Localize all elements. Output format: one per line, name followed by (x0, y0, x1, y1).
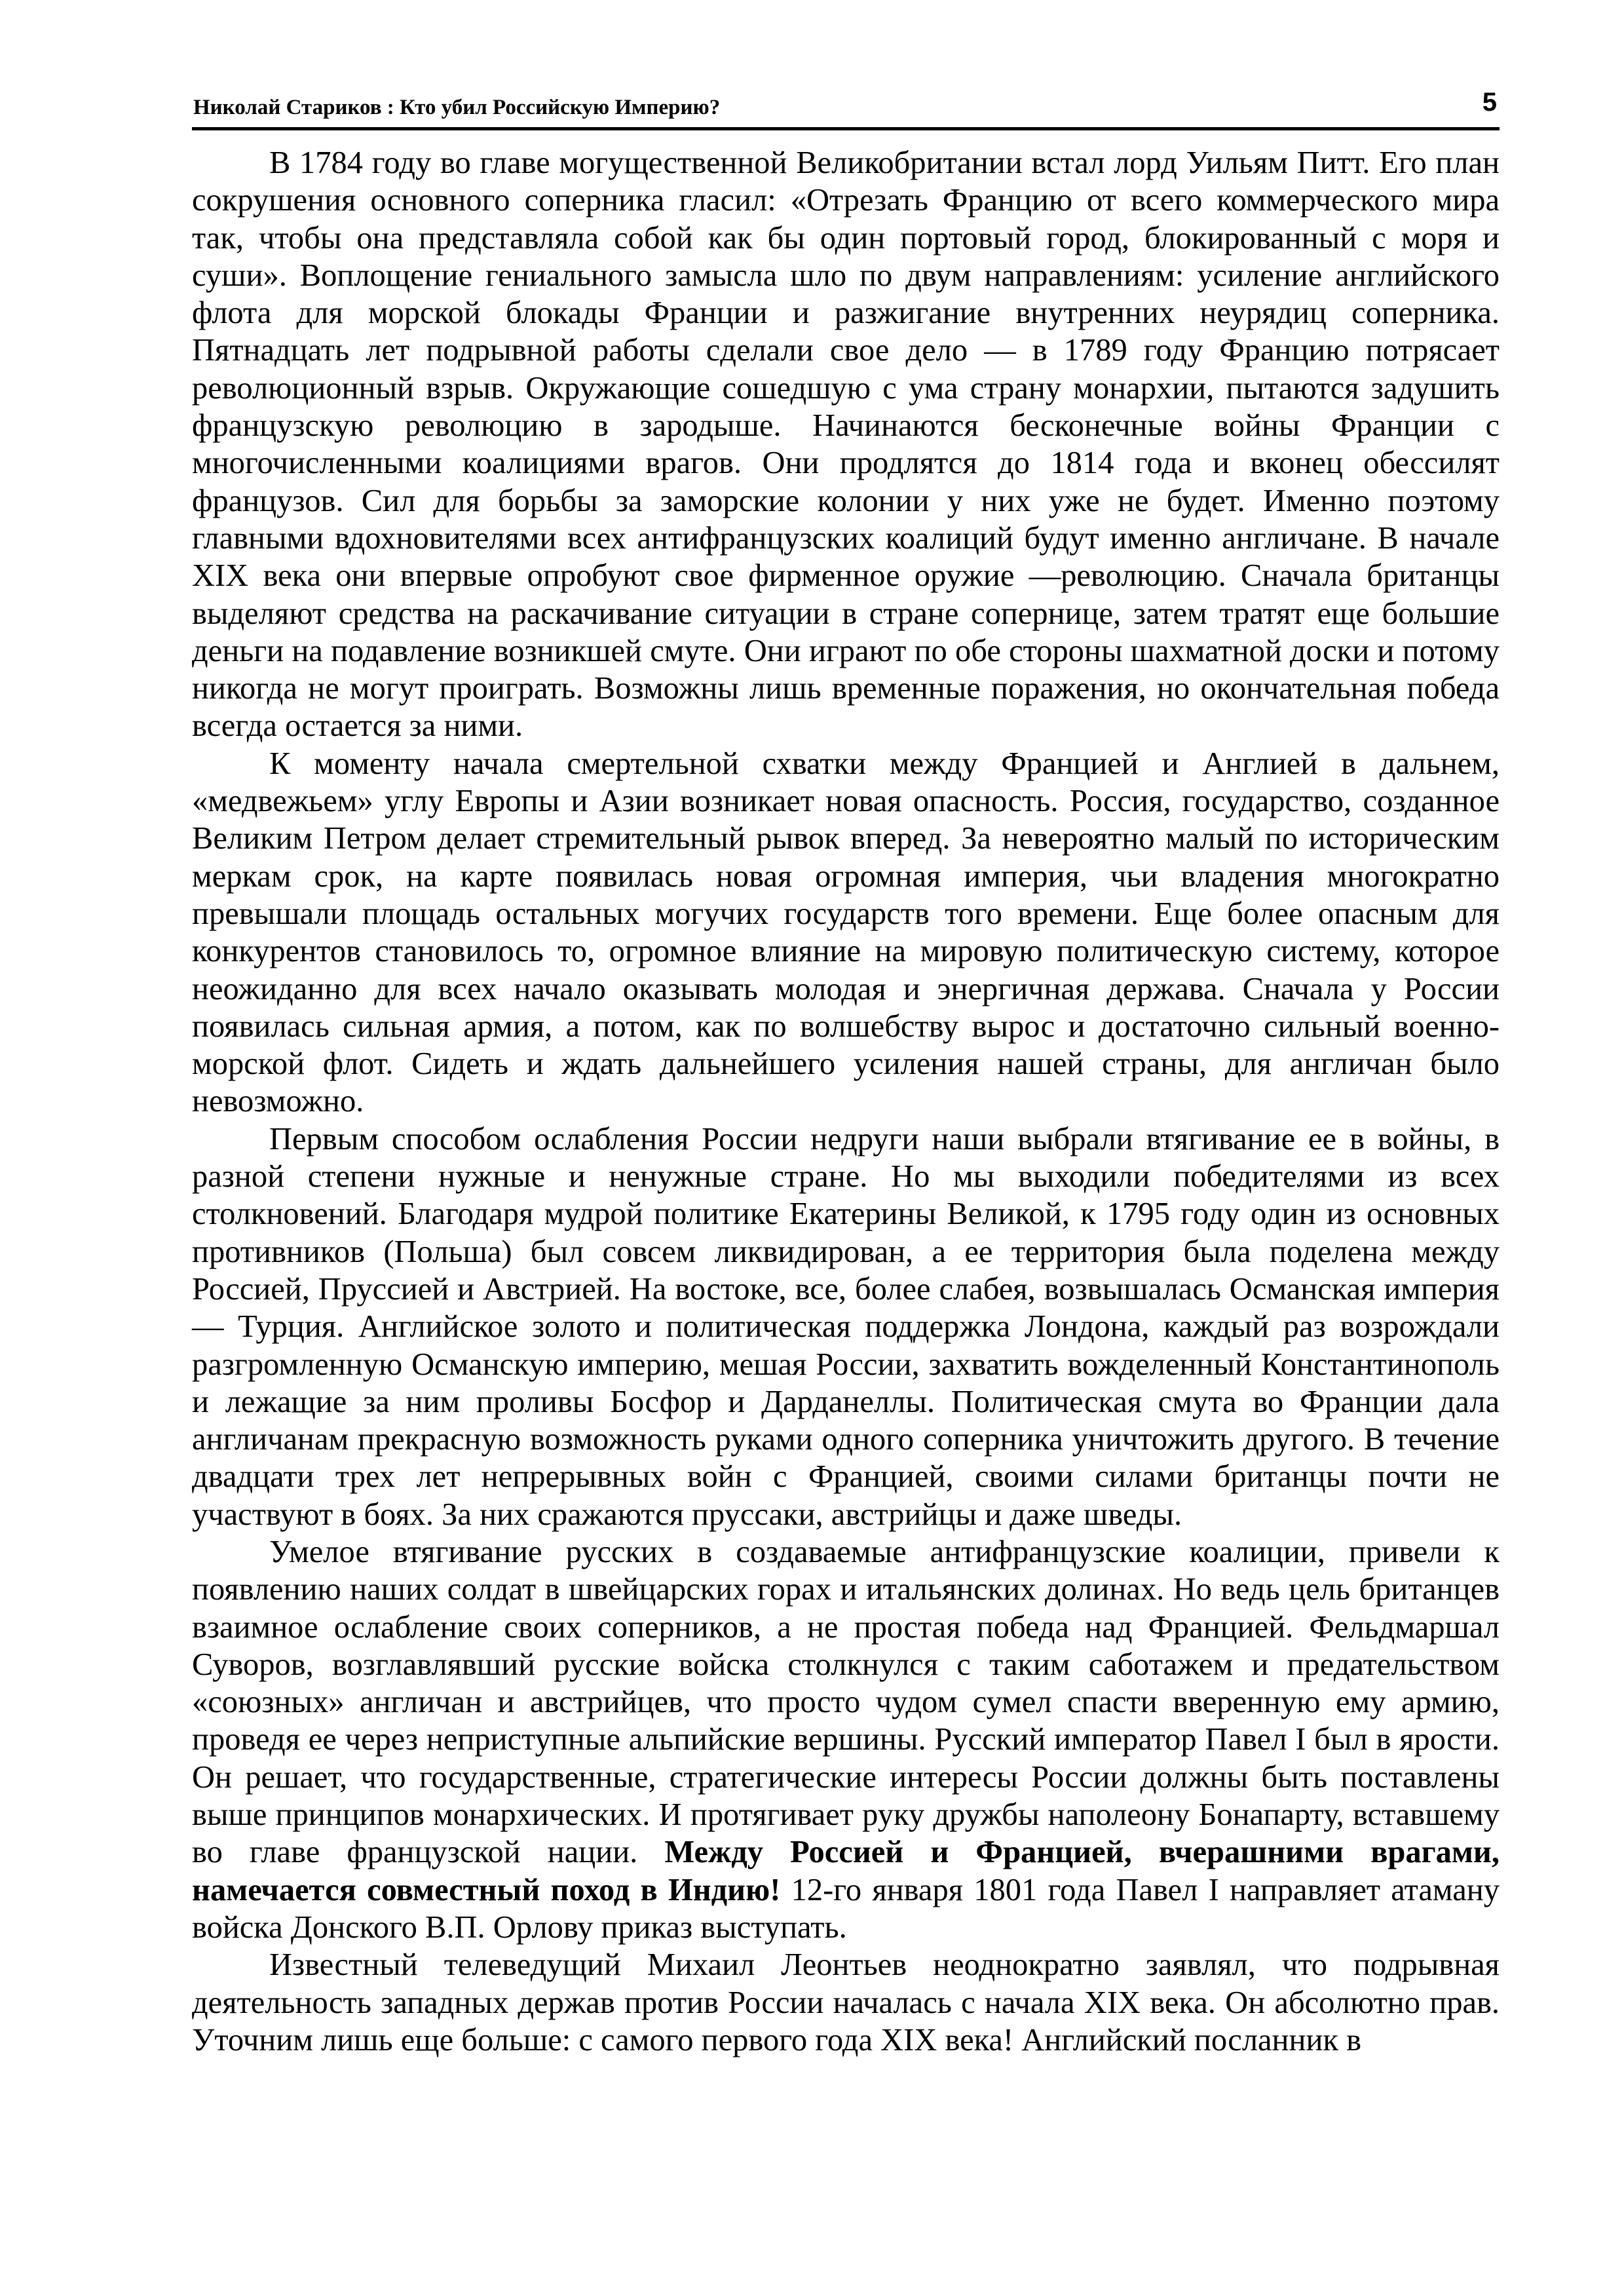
page-header (192, 88, 1500, 130)
paragraph-2: К моменту начала смертельной схватки между Францией и Англией в дальнем, «медвежьем» углу Европы и Азии возникает новая опасность. Россия, государство, созданное Великим Петром делает стремительный рывок вперед. За невероятно малый по историческим меркам срок, на карте появилась новая огромная империя, чьи владения многократно превышали площадь остальных могучих государств того времени. Еще более опасным для конкурентов становилось то, огромное влияние на мировую политическую систему, которое неожиданно для всех начало оказывать молодая и энергичная держава. Сначала у России появилась сильная армия, а потом, как по волшебству вырос и достаточно сильный военно-морской флот. Сидеть и ждать дальнейшего усиления нашей страны, для англичан было невозможно. (192, 746, 1500, 1119)
body-text (192, 144, 1500, 2059)
paragraph-5: Известный телеведущий Михаил Леонтьев неоднократно заявлял, что подрывная деятельность западных держав против России началась с начала XIX века. Он абсолютно прав. Уточним лишь еще больше: с самого первого года XIX века! Английский посланник в (192, 1947, 1500, 2057)
paragraph-4-text-end: 12-го января 1801 года Павел I направляет атаману войска Донского В.П. Орлову приказ выступать. (192, 1872, 1500, 1945)
running-title: Николай Стариков : Кто убил Российскую Империю? (193, 96, 721, 119)
page-number: 5 (1482, 88, 1497, 117)
paragraph-4 (192, 1533, 1500, 1946)
paragraph-3: Первым способом ослабления России недруги наши выбрали втягивание ее в войны, в разной степени нужные и ненужные стране. Но мы выходили победителями из всех столкновений. Благодаря мудрой политике Екатерины Великой, к 1795 году один из основных противников (Польша) был совсем ликвидирован, а ее территория была поделена между Россией, Пруссией и Австрией. На востоке, все, более слабея, возвышалась Османская империя — Турция. Английское золото и политическая поддержка Лондона, каждый раз возрождали разгромленную Османскую империю, мешая России, захватить вожделенный Константинополь и лежащие за ним проливы Босфор и Дарданеллы. Политическая смута во Франции дала англичанам прекрасную возможность руками одного соперника уничтожить другого. В течение двадцати трех лет непрерывных войн с Францией, своими силами британцы почти не участвуют в боях. За них сражаются пруссаки, австрийцы и даже шведы. (192, 1121, 1500, 1532)
paragraph-1: В 1784 году во главе могущественной Великобритании встал лорд Уильям Питт. Его план сокрушения основного соперника гласил: «Отрезать Францию от всего коммерческого мира так, чтобы она представляла собой как бы один портовый город, блокированный с моря и суши». Воплощение гениального замысла шло по двум направлениям: усиление английского флота для морской блокады Франции и разжигание внутренних неурядиц соперника. Пятнадцать лет подрывной работы сделали свое дело — в 1789 году Францию потрясает революционный взрыв. Окружающие сошедшую с ума страну монархии, пытаются задушить французскую революцию в зародыше. Начинаются бесконечные войны Франции с многочисленными коалициями врагов. Они продлятся до 1814 года и вконец обессилят французов. Сил для борьбы за заморские колонии у них уже не будет. Именно поэтому главными вдохновителями всех антифранцузских коалиций будут именно англичане. В начале XIX века они впервые опробуют свое фирменное оружие —революцию. Сначала британцы выделяют средства на раскачивание ситуации в стране сопернице, затем тратят еще большие деньги на подавление возникшей смуте. Они играют по обе стороны шахматной доски и потому никогда не могут проиграть. Возможны лишь временные поражения, но окончательная победа всегда остается за ними. (192, 145, 1500, 744)
paragraph-4-bold-text: Между Россией и Францией, вчерашними врагами, намечается совместный поход в Индию! (192, 1835, 1500, 1907)
paragraph-4-text: Умелое втягивание русских в создаваемые антифранцузские коалиции, привели к появлению наших солдат в швейцарских горах и итальянских долинах. Но ведь цель британцев взаимное ослабление своих соперников, а не простая победа над Францией. Фельдмаршал Суворов, возглавлявший русские войска столкнулся с таким саботажем и предательством «союзных» англичан и австрийцев, что просто чудом сумел спасти вверенную ему армию, проведя ее через неприступные альпийские вершины. Русский император Павел I был в ярости. Он решает, что государственные, стратегические интересы России должны быть поставлены выше принципов монархических. И протягивает руку дружбы наполеону Бонапарту, вставшему во главе французской нации. (192, 1534, 1500, 1870)
